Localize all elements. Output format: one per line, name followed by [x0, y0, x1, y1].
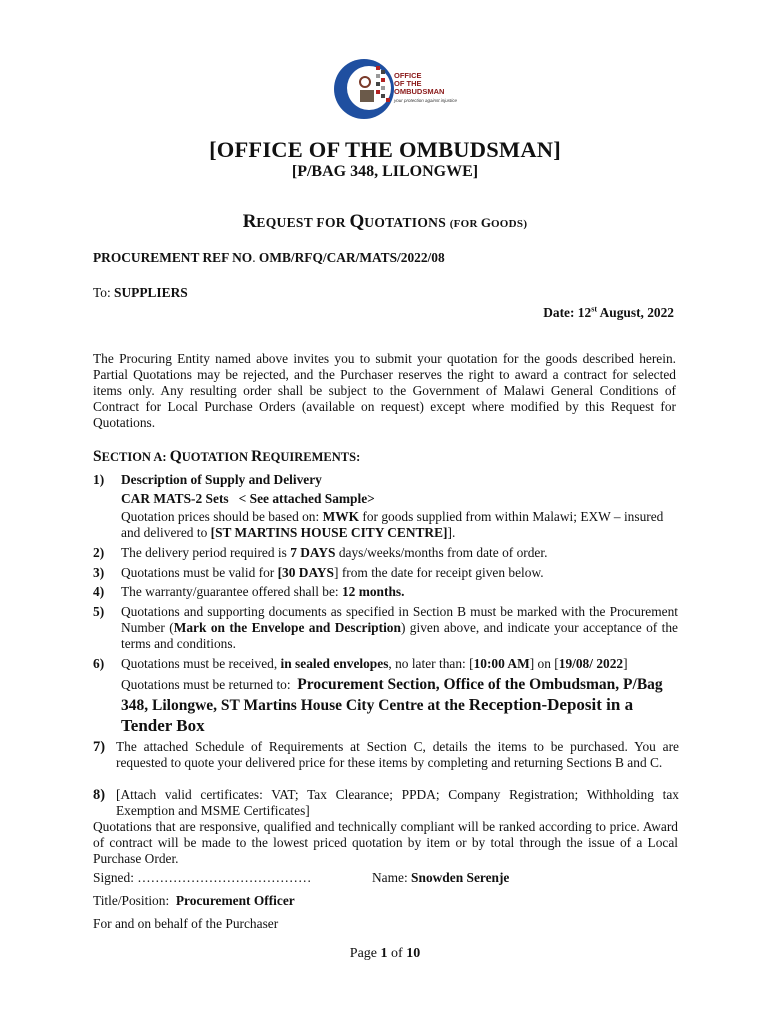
- item-2-a: The delivery period required is: [121, 545, 291, 560]
- item-5-text: [121, 604, 678, 652]
- footer-total-pages: 10: [406, 946, 421, 961]
- item-1-heading: Description of Supply and Delivery: [121, 472, 322, 487]
- item-1-sub: CAR MATS-2 Sets < See attached Sample>: [121, 491, 375, 506]
- item-1-p1c: for goods supplied from within Malawi; EXW – insured and delivered to: [121, 509, 664, 540]
- title-position-label: Title/Position:: [93, 893, 176, 908]
- item-4-number: 4): [93, 584, 105, 599]
- item-6-r1: Quotations must be returned to:: [121, 677, 298, 692]
- page-footer: [0, 946, 770, 962]
- item-6-return: [121, 674, 681, 737]
- logo-line-3: OMBUDSMAN: [394, 87, 445, 96]
- section-a-heading: [93, 448, 360, 466]
- procurement-ref: [93, 250, 445, 266]
- name-line: [372, 870, 509, 886]
- item-8-number: 8): [93, 787, 106, 803]
- date-label: Date: 12: [543, 305, 592, 320]
- logo-line-1: OFFICE: [394, 71, 422, 80]
- date-rest: August, 2022: [596, 305, 674, 320]
- item-6-d: 10:00 AM: [473, 656, 530, 671]
- date-sup: st: [591, 304, 597, 314]
- rfq-letter-g: G: [480, 215, 491, 230]
- to-value: SUPPLIERS: [114, 285, 188, 300]
- recipient: [93, 285, 188, 301]
- item-2-b: 7 DAYS: [290, 545, 336, 560]
- secA-ection: ECTION A:: [101, 450, 170, 464]
- rfq-word-goods: OODS: [490, 218, 524, 230]
- ombudsman-logo: [326, 56, 462, 122]
- item-1-p1b: MWK: [322, 509, 360, 524]
- item-8-text: [Attach valid certificates: VAT; Tax Clearance; PPDA; Company Registration; Withholding tax Exemption and MSME Certificates]: [116, 787, 679, 818]
- rfq-letter-q: Q: [349, 211, 365, 232]
- item-5-a: Quotations and supporting documents as specified in Section B must be marked with the Procurement Number (: [121, 604, 678, 635]
- item-3-number: 3): [93, 565, 105, 580]
- footer-page-label: Page: [349, 946, 381, 961]
- rfq-paren-close: ): [523, 218, 528, 230]
- behalf-line: For and on behalf of the Purchaser: [93, 916, 279, 931]
- item-1-p1: Quotation prices should be based on:: [121, 509, 323, 524]
- document-date: [543, 305, 674, 321]
- rfq-letter-r: R: [242, 211, 257, 232]
- rfq-paren-open: (FOR: [449, 218, 481, 230]
- rfq-word-quotations: UOTATIONS: [364, 215, 450, 230]
- item-2-c: days/weeks/months from date of order.: [335, 545, 548, 560]
- secA-r: R: [251, 448, 263, 465]
- item-6-f: 19/08/ 2022: [558, 656, 624, 671]
- item-6-g: ]: [623, 656, 628, 671]
- item-7-text: The attached Schedule of Requirements at Section C, details the items to be purchased. You are requested to quote your delivered price for these items by completing and returning Sections B and C.: [116, 739, 679, 770]
- item-5-number: 5): [93, 604, 105, 619]
- item-6-r2: Procurement Section, Office of the Ombudsman, P/Bag 348, Lilongwe, ST Martins House City Centre at the: [121, 676, 663, 714]
- item-3-text: [121, 565, 678, 581]
- footer-of: of: [387, 946, 407, 961]
- item-6-c: , no later than: [: [388, 656, 474, 671]
- intro-paragraph: The Procuring Entity named above invites you to submit your quotation for the goods described herein. Partial Quotations may be rejected, and the Purchaser reserves the right to award a contract for selected items only. Any resulting order shall be subject to the Government of Malawi General Conditions of Contract for Local Purchase Orders (available on request) except where modified by this Request for Quotations.: [93, 351, 676, 430]
- ref-dot: .: [252, 250, 259, 265]
- item-6-e: ] on [: [529, 656, 559, 671]
- item-6-a: Quotations must be received,: [121, 656, 281, 671]
- item-1-number: 1): [93, 472, 105, 487]
- name-value: Snowden Serenje: [411, 870, 510, 885]
- ref-label: PROCUREMENT REF NO: [93, 250, 253, 265]
- logo-line-2: OF THE: [394, 79, 422, 88]
- title-position-line: [93, 893, 295, 909]
- item-1-p1e: ].: [447, 525, 456, 540]
- item-7-number: 7): [93, 739, 106, 755]
- item-3-b: [30 DAYS: [277, 565, 335, 580]
- ref-value: OMB/RFQ/CAR/MATS/2022/08: [258, 250, 445, 265]
- item-5-c: ) given above, and indicate your acceptance of the terms and conditions.: [121, 620, 678, 651]
- item-2-number: 2): [93, 545, 105, 560]
- item-6-number: 6): [93, 656, 105, 671]
- footer-current-page: 1: [380, 946, 388, 961]
- item-6-text: [121, 656, 678, 672]
- item-5-b: Mark on the Envelope and Description: [173, 620, 401, 635]
- item-6-r3: Reception-Deposit in a Tender Box: [121, 695, 634, 735]
- to-label: To:: [93, 285, 115, 300]
- name-label: Name:: [372, 870, 412, 885]
- secA-s: S: [93, 448, 102, 465]
- logo-tagline: your protection against injustice: [394, 98, 458, 103]
- item-6-b: in sealed envelopes: [280, 656, 389, 671]
- item-1-body: [121, 509, 676, 541]
- item-4-text: [121, 584, 678, 600]
- item-4-b: 12 months.: [341, 584, 405, 599]
- item-1-p1d: [ST MARTINS HOUSE CITY CENTRE]: [210, 525, 448, 540]
- closing-paragraph: Quotations that are responsive, qualified and technically compliant will be ranked according to price. Award of contract will be made to the lowest priced quotation by item or by total through the issue of a Local Purchase Order.: [93, 819, 678, 866]
- secA-uotation: UOTATION: [181, 450, 252, 464]
- secA-q: Q: [169, 448, 182, 465]
- item-4-a: The warranty/guarantee offered shall be:: [121, 584, 342, 599]
- document-address: [P/BAG 348, LILONGWE]: [291, 163, 479, 180]
- item-3-c: ] from the date for receipt given below.: [334, 565, 544, 580]
- item-2-text: [121, 545, 678, 561]
- title-position-value: Procurement Officer: [175, 893, 295, 908]
- item-3-a: Quotations must be valid for: [121, 565, 278, 580]
- rfq-word-request-for: EQUEST FOR: [256, 215, 350, 230]
- signed-line: Signed: …………………………………: [93, 870, 312, 885]
- rfq-heading: [0, 211, 770, 233]
- document-title: [OFFICE OF THE OMBUDSMAN]: [209, 137, 561, 162]
- secA-equirements: EQUIREMENTS:: [262, 450, 361, 464]
